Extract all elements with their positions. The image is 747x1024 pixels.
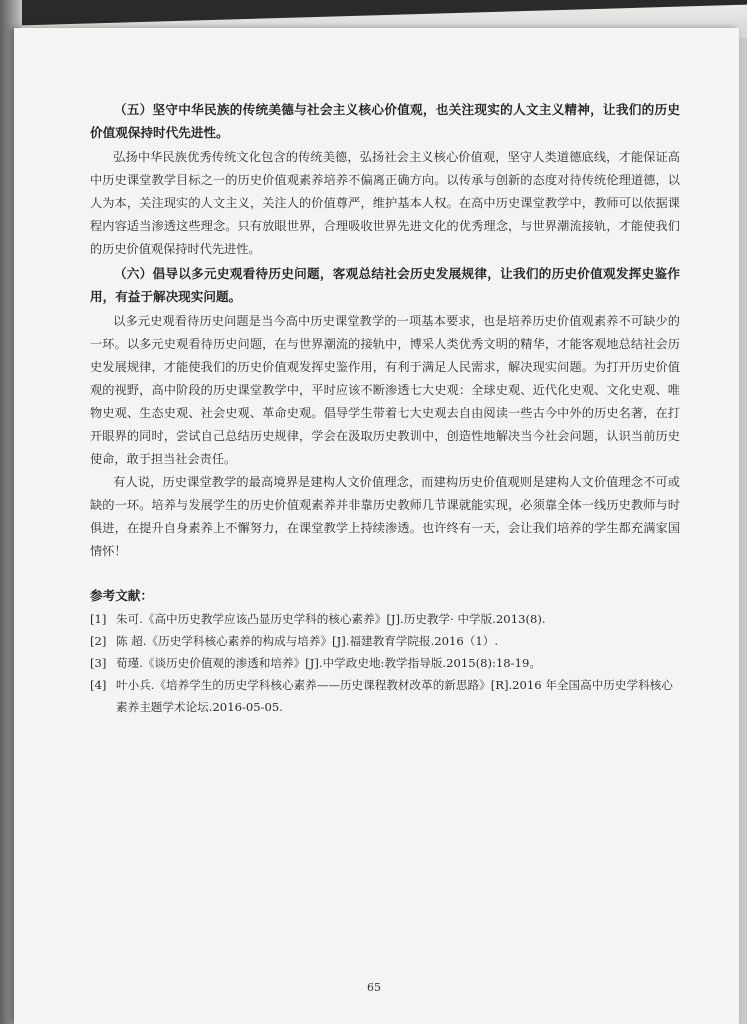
- reference-item: [90, 674, 680, 718]
- reference-number: [4]: [90, 678, 107, 692]
- reference-item: [90, 652, 680, 674]
- reference-text: 朱可.《高中历史教学应该凸显历史学科的核心素养》[J].历史教学· 中学版.2013(8).: [116, 612, 546, 626]
- reference-number: [2]: [90, 634, 107, 648]
- reference-text: 荀瑾.《谈历史价值观的渗透和培养》[J].中学政史地:教学指导版.2015(8):18-19。: [116, 656, 541, 670]
- reference-item: [90, 630, 680, 652]
- document-page: [14, 28, 739, 1024]
- section-6-body: 以多元史观看待历史问题是当今高中历史课堂教学的一项基本要求，也是培养历史价值观素养不可缺少的一环。以多元史观看待历史问题，在与世界潮流的接轨中，博采人类优秀文明的精华，才能客观地总结社会历史发展规律，才能使我们的历史价值观发挥史鉴作用，有利于满足人民需求，解决现实问题。为打开历史价值观的视野，高中阶段的历史课堂教学中，平时应该不断渗透七大史观：全球史观、近代化史观、文化史观、唯物史观、生态史观、社会史观、革命史观。倡导学生带着七大史观去自由阅读一些古今中外的历史名著，在打开眼界的同时，尝试自己总结历史规律，学会在汲取历史教训中，创造性地解决当今社会问题，认识当前历史使命，敢于担当社会责任。: [90, 314, 680, 466]
- reference-item: [90, 608, 680, 630]
- page-content: [90, 99, 680, 718]
- reference-number: [1]: [90, 612, 107, 626]
- section-5-body: 弘扬中华民族优秀传统文化包含的传统美德，弘扬社会主义核心价值观，坚守人类道德底线，才能保证高中历史课堂教学目标之一的历史价值观素养培养不偏离正确方向。以传承与创新的态度对待传统伦理道德，以人为本，关注现实的人文主义，关注人的价值尊严，维护基本人权。在高中历史课堂教学中，教师可以依据课程内容适当渗透这些理念。只有放眼世界，合理吸收世界先进文化的优秀理念，与世界潮流接轨，才能使我们的历史价值观保持时代先进性。: [90, 150, 680, 256]
- reference-number: [3]: [90, 656, 107, 670]
- section-5-heading: （五）坚守中华民族的传统美德与社会主义核心价值观，也关注现实的人文主义精神，让我们的历史价值观保持时代先进性。: [90, 102, 680, 140]
- references-title: 参考文献：: [90, 588, 153, 603]
- references-list: [90, 608, 680, 718]
- conclusion-paragraph: 有人说，历史课堂教学的最高境界是建构人文价值理念，而建构历史价值观则是建构人文价值理念不可或缺的一环。培养与发展学生的历史价值观素养并非靠历史教师几节课就能实现，必须靠全体一线历史教师与时俱进，在提升自身素养上不懈努力，在课堂教学上持续渗透。也许终有一天，会让我们培养的学生都充满家国情怀！: [90, 475, 680, 558]
- section-6-heading: （六）倡导以多元史观看待历史问题，客观总结社会历史发展规律，让我们的历史价值观发挥史鉴作用，有益于解决现实问题。: [90, 266, 680, 304]
- reference-text: 陈 超.《历史学科核心素养的构成与培养》[J].福建教育学院报.2016（1）.: [116, 634, 499, 648]
- reference-text: 叶小兵.《培养学生的历史学科核心素养——历史课程教材改革的新思路》[R].2016 年全国高中历史学科核心素养主题学术论坛.2016-05-05.: [116, 678, 673, 714]
- page-number: 65: [367, 981, 381, 994]
